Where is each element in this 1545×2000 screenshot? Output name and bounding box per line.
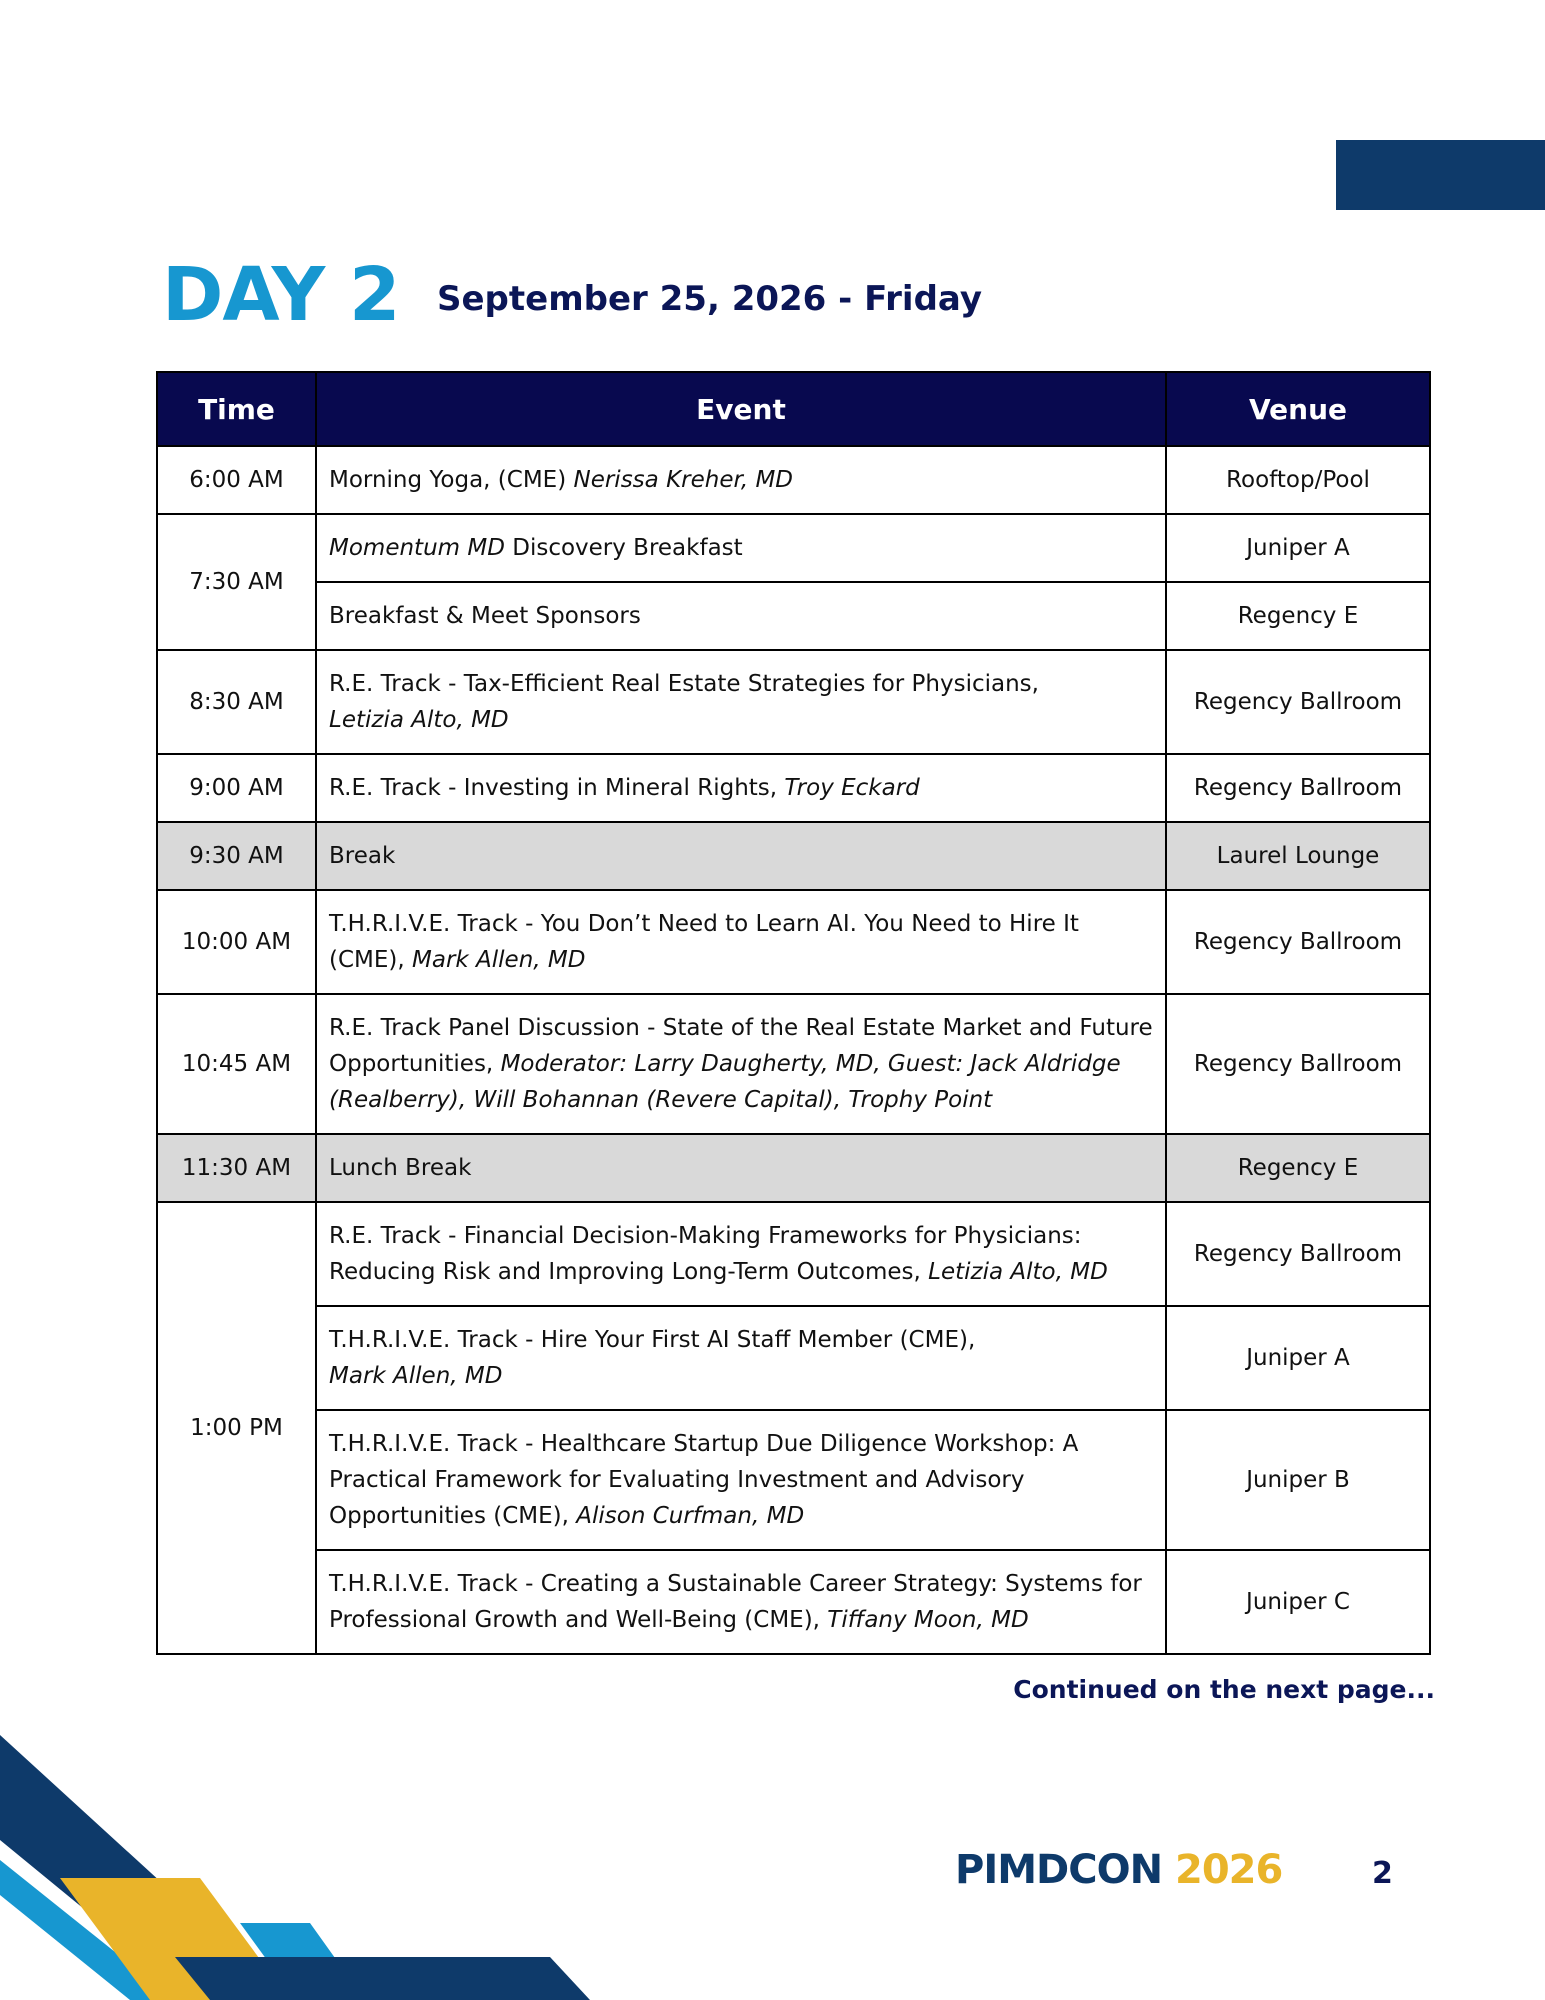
event-text: T.H.R.I.V.E. Track - Hire Your First AI Staff Member (CME), — [329, 1327, 976, 1353]
table-row — [157, 994, 1430, 1134]
day-title: DAY 2 — [162, 252, 400, 338]
venue-cell: Regency E — [1166, 582, 1430, 650]
navy-band — [175, 1957, 590, 2000]
time-cell: 8:30 AM — [157, 650, 316, 754]
corner-accent-bar — [1336, 140, 1545, 210]
schedule-table — [156, 371, 1431, 1655]
time-cell: 10:00 AM — [157, 890, 316, 994]
time-column-header: Time — [157, 372, 316, 446]
venue-cell: Regency Ballroom — [1166, 650, 1430, 754]
decorative-stripes — [0, 1720, 620, 2000]
venue-cell: Regency Ballroom — [1166, 1202, 1430, 1306]
speaker-text: Momentum MD — [329, 535, 505, 561]
time-cell: 11:30 AM — [157, 1134, 316, 1202]
brand-logo — [955, 1847, 1283, 1893]
speaker-text: Mark Allen, MD — [412, 947, 586, 973]
event-text: Morning Yoga, (CME) — [329, 467, 574, 493]
event-text: Lunch Break — [329, 1155, 472, 1181]
venue-cell: Regency Ballroom — [1166, 890, 1430, 994]
speaker-text: Mark Allen, MD — [329, 1363, 503, 1389]
event-cell — [316, 582, 1166, 650]
table-row — [157, 1410, 1430, 1550]
continued-note: Continued on the next page... — [1013, 1675, 1435, 1704]
table-header-row — [157, 372, 1430, 446]
event-text: Breakfast & Meet Sponsors — [329, 603, 641, 629]
speaker-text: Alison Curfman, MD — [576, 1503, 805, 1529]
event-cell — [316, 822, 1166, 890]
event-cell — [316, 514, 1166, 582]
table-row — [157, 514, 1430, 582]
event-text: T.H.R.I.V.E. Track - Creating a Sustainable Career Strategy: Systems for Professional Growth and Well-Being (CME), — [329, 1571, 1142, 1633]
venue-cell: Juniper A — [1166, 514, 1430, 582]
speaker-text: Letizia Alto, MD — [928, 1259, 1108, 1285]
event-text: R.E. Track - Financial Decision-Making Frameworks for Physicians: Reducing Risk and Improving Long-Term Outcomes, — [329, 1223, 1082, 1285]
venue-cell: Regency Ballroom — [1166, 754, 1430, 822]
event-text: T.H.R.I.V.E. Track - Healthcare Startup Due Diligence Workshop: A Practical Framework for Evaluating Investment and Advisory Opportunities (CME), — [329, 1431, 1079, 1529]
time-cell: 10:45 AM — [157, 994, 316, 1134]
venue-cell: Regency E — [1166, 1134, 1430, 1202]
table-row — [157, 1202, 1430, 1306]
venue-column-header: Venue — [1166, 372, 1430, 446]
time-cell: 6:00 AM — [157, 446, 316, 514]
time-cell: 1:00 PM — [157, 1202, 316, 1654]
venue-cell: Regency Ballroom — [1166, 994, 1430, 1134]
event-cell — [316, 1134, 1166, 1202]
page-number: 2 — [1372, 1856, 1393, 1891]
event-text: R.E. Track Panel Discussion - State of the Real Estate Market and Future Opportunities, — [329, 1015, 1153, 1077]
venue-cell: Juniper B — [1166, 1410, 1430, 1550]
table-row — [157, 754, 1430, 822]
event-cell — [316, 754, 1166, 822]
table-row — [157, 1306, 1430, 1410]
table-row — [157, 822, 1430, 890]
table-row — [157, 446, 1430, 514]
event-cell — [316, 650, 1166, 754]
table-row — [157, 582, 1430, 650]
event-cell — [316, 1202, 1166, 1306]
speaker-text: Troy Eckard — [784, 775, 920, 801]
event-column-header: Event — [316, 372, 1166, 446]
venue-cell: Juniper C — [1166, 1550, 1430, 1654]
venue-cell: Laurel Lounge — [1166, 822, 1430, 890]
event-cell — [316, 890, 1166, 994]
time-cell: 7:30 AM — [157, 514, 316, 650]
venue-cell: Rooftop/Pool — [1166, 446, 1430, 514]
event-text: R.E. Track - Tax-Efficient Real Estate Strategies for Physicians, — [329, 671, 1039, 697]
speaker-text: Letizia Alto, MD — [329, 707, 509, 733]
event-cell — [316, 446, 1166, 514]
table-row — [157, 1134, 1430, 1202]
event-cell — [316, 1306, 1166, 1410]
speaker-text: Tiffany Moon, MD — [827, 1607, 1029, 1633]
event-cell — [316, 994, 1166, 1134]
brand-name: PIMDCON — [955, 1847, 1163, 1893]
brand-year: 2026 — [1174, 1847, 1283, 1893]
venue-cell: Juniper A — [1166, 1306, 1430, 1410]
event-text: T.H.R.I.V.E. Track - You Don’t Need to Learn AI. You Need to Hire It (CME), — [329, 911, 1079, 973]
event-cell — [316, 1410, 1166, 1550]
speaker-text: Nerissa Kreher, MD — [573, 467, 794, 493]
table-row — [157, 650, 1430, 754]
time-cell: 9:30 AM — [157, 822, 316, 890]
table-row — [157, 890, 1430, 994]
event-cell — [316, 1550, 1166, 1654]
event-text: R.E. Track - Investing in Mineral Rights, — [329, 775, 785, 801]
event-text: Break — [329, 843, 396, 869]
table-row — [157, 1550, 1430, 1654]
date-subtitle: September 25, 2026 - Friday — [437, 279, 982, 319]
speaker-text: Moderator: Larry Daugherty, MD, Guest: Jack Aldridge (Realberry), Will Bohannan (Revere Capital), Trophy Point — [329, 1051, 1121, 1113]
time-cell: 9:00 AM — [157, 754, 316, 822]
event-text: Discovery Breakfast — [504, 535, 743, 561]
